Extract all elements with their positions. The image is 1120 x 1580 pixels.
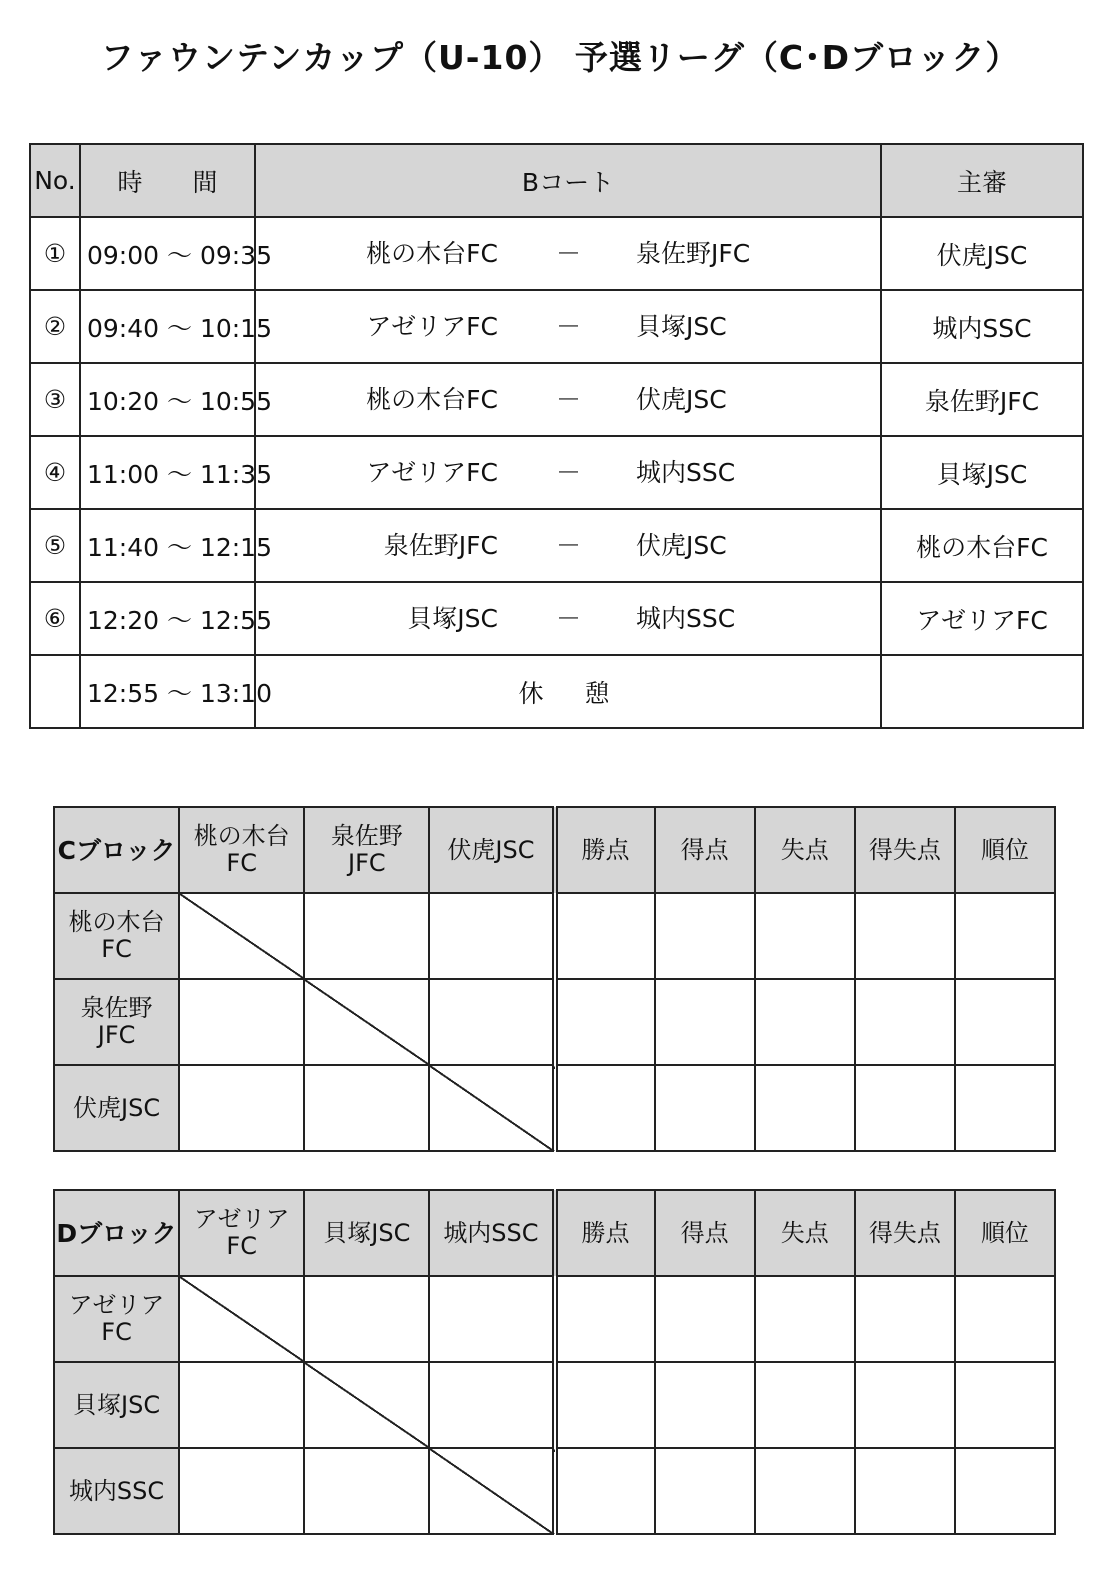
diagonal-cell [304, 1362, 429, 1448]
match-teams [255, 217, 881, 290]
page-title: ファウンテンカップ（U-10） 予選リーグ（C･Dブロック） [100, 38, 1020, 77]
stat-cell [755, 1276, 855, 1362]
result-cell [179, 1065, 304, 1151]
match-dash: － [556, 531, 582, 560]
match-time: 11:40 ～ 12:15 [80, 509, 255, 582]
stat-cell [655, 1362, 755, 1448]
match-referee: アゼリアFC [881, 582, 1083, 655]
stat-cell [955, 1276, 1055, 1362]
match-referee: 貝塚JSC [881, 436, 1083, 509]
col-goals-for: 得点 [655, 807, 755, 893]
match-teams [255, 509, 881, 582]
result-cell [179, 979, 304, 1065]
diagonal-cell [429, 1448, 554, 1534]
home-team: 桃の木台FC [366, 239, 498, 268]
stat-cell [955, 979, 1055, 1065]
break-time: 12:55 ～ 13:10 [80, 655, 255, 728]
block-c-header-row [54, 807, 1055, 893]
table-row [54, 893, 1055, 979]
stat-cell [655, 893, 755, 979]
result-cell [179, 1362, 304, 1448]
header-court: Bコート [255, 144, 881, 217]
match-no: ② [30, 290, 80, 363]
stat-cell [655, 1448, 755, 1534]
match-referee: 城内SSC [881, 290, 1083, 363]
stat-cell [755, 1362, 855, 1448]
result-cell [179, 1448, 304, 1534]
away-team: 城内SSC [636, 458, 736, 487]
table-row [54, 979, 1055, 1065]
stat-cell [555, 1448, 655, 1534]
home-team: アゼリアFC [366, 458, 498, 487]
away-team: 伏虎JSC [636, 385, 727, 414]
stat-cell [955, 893, 1055, 979]
col-points: 勝点 [555, 1190, 655, 1276]
stat-cell [955, 1065, 1055, 1151]
row-team-1: アゼリア FC [54, 1276, 179, 1362]
match-dash: － [556, 458, 582, 487]
stat-cell [555, 1065, 655, 1151]
stat-cell [855, 1448, 955, 1534]
row-team-1: 桃の木台 FC [54, 893, 179, 979]
away-team: 貝塚JSC [636, 312, 727, 341]
match-time: 09:00 ～ 09:35 [80, 217, 255, 290]
diagonal-cell [304, 979, 429, 1065]
table-row [54, 1065, 1055, 1151]
match-teams [255, 290, 881, 363]
col-goal-diff: 得失点 [855, 1190, 955, 1276]
block-d-name: Dブロック [54, 1190, 179, 1276]
match-referee: 伏虎JSC [881, 217, 1083, 290]
match-time: 12:20 ～ 12:55 [80, 582, 255, 655]
home-team: 泉佐野JFC [383, 531, 498, 560]
col-rank: 順位 [955, 1190, 1055, 1276]
table-row [54, 1448, 1055, 1534]
match-no: ① [30, 217, 80, 290]
col-goals-against: 失点 [755, 807, 855, 893]
away-team: 伏虎JSC [636, 531, 727, 560]
match-no: ⑤ [30, 509, 80, 582]
stat-cell [755, 1448, 855, 1534]
away-team: 城内SSC [636, 604, 736, 633]
col-goals-for: 得点 [655, 1190, 755, 1276]
match-time: 10:20 ～ 10:55 [80, 363, 255, 436]
block-c-name: Cブロック [54, 807, 179, 893]
schedule-table [29, 143, 1084, 729]
match-no: ⑥ [30, 582, 80, 655]
col-team-1: 桃の木台 FC [179, 807, 304, 893]
stat-cell [755, 893, 855, 979]
header-no: No. [30, 144, 80, 217]
match-row [30, 436, 1083, 509]
break-row [30, 655, 1083, 728]
match-dash: － [556, 604, 582, 633]
col-goals-against: 失点 [755, 1190, 855, 1276]
result-cell [429, 1276, 554, 1362]
result-cell [429, 893, 554, 979]
stat-cell [755, 1065, 855, 1151]
stat-cell [955, 1362, 1055, 1448]
result-cell [304, 1065, 429, 1151]
stat-cell [855, 1065, 955, 1151]
match-row [30, 290, 1083, 363]
col-rank: 順位 [955, 807, 1055, 893]
stat-cell [855, 893, 955, 979]
match-row [30, 217, 1083, 290]
block-d-table [53, 1189, 1056, 1535]
col-team-2: 貝塚JSC [304, 1190, 429, 1276]
match-no: ④ [30, 436, 80, 509]
home-team: 貝塚JSC [407, 604, 498, 633]
match-teams [255, 582, 881, 655]
match-no: ③ [30, 363, 80, 436]
match-time: 11:00 ～ 11:35 [80, 436, 255, 509]
break-label: 休 憩 [255, 655, 881, 728]
match-dash: － [556, 312, 582, 341]
stat-cell [955, 1448, 1055, 1534]
diagonal-cell [179, 893, 304, 979]
stat-cell [655, 1276, 755, 1362]
row-team-2: 泉佐野 JFC [54, 979, 179, 1065]
stat-cell [555, 1362, 655, 1448]
diagonal-cell [429, 1065, 554, 1151]
result-cell [429, 979, 554, 1065]
home-team: アゼリアFC [366, 312, 498, 341]
away-team: 泉佐野JFC [636, 239, 751, 268]
stat-cell [855, 979, 955, 1065]
result-cell [304, 1448, 429, 1534]
col-team-1: アゼリア FC [179, 1190, 304, 1276]
header-referee: 主審 [881, 144, 1083, 217]
block-c-table [53, 806, 1056, 1152]
col-points: 勝点 [555, 807, 655, 893]
stat-cell [855, 1276, 955, 1362]
match-teams [255, 436, 881, 509]
stat-cell [555, 1276, 655, 1362]
row-team-3: 城内SSC [54, 1448, 179, 1534]
table-row [54, 1276, 1055, 1362]
match-dash: － [556, 385, 582, 414]
block-d-header-row [54, 1190, 1055, 1276]
stat-cell [655, 979, 755, 1065]
result-cell [429, 1362, 554, 1448]
row-team-3: 伏虎JSC [54, 1065, 179, 1151]
schedule-header-row [30, 144, 1083, 217]
match-row [30, 363, 1083, 436]
match-referee: 泉佐野JFC [881, 363, 1083, 436]
match-row [30, 582, 1083, 655]
stat-cell [555, 893, 655, 979]
col-team-3: 城内SSC [429, 1190, 554, 1276]
match-time: 09:40 ～ 10:15 [80, 290, 255, 363]
break-no [30, 655, 80, 728]
stat-cell [855, 1362, 955, 1448]
col-team-3: 伏虎JSC [429, 807, 554, 893]
stat-cell [755, 979, 855, 1065]
break-referee [881, 655, 1083, 728]
result-cell [304, 893, 429, 979]
stat-cell [555, 979, 655, 1065]
home-team: 桃の木台FC [366, 385, 498, 414]
stat-cell [655, 1065, 755, 1151]
result-cell [304, 1276, 429, 1362]
col-goal-diff: 得失点 [855, 807, 955, 893]
match-referee: 桃の木台FC [881, 509, 1083, 582]
match-dash: － [556, 239, 582, 268]
header-time: 時 間 [80, 144, 255, 217]
match-teams [255, 363, 881, 436]
table-row [54, 1362, 1055, 1448]
match-row [30, 509, 1083, 582]
col-team-2: 泉佐野 JFC [304, 807, 429, 893]
diagonal-cell [179, 1276, 304, 1362]
row-team-2: 貝塚JSC [54, 1362, 179, 1448]
